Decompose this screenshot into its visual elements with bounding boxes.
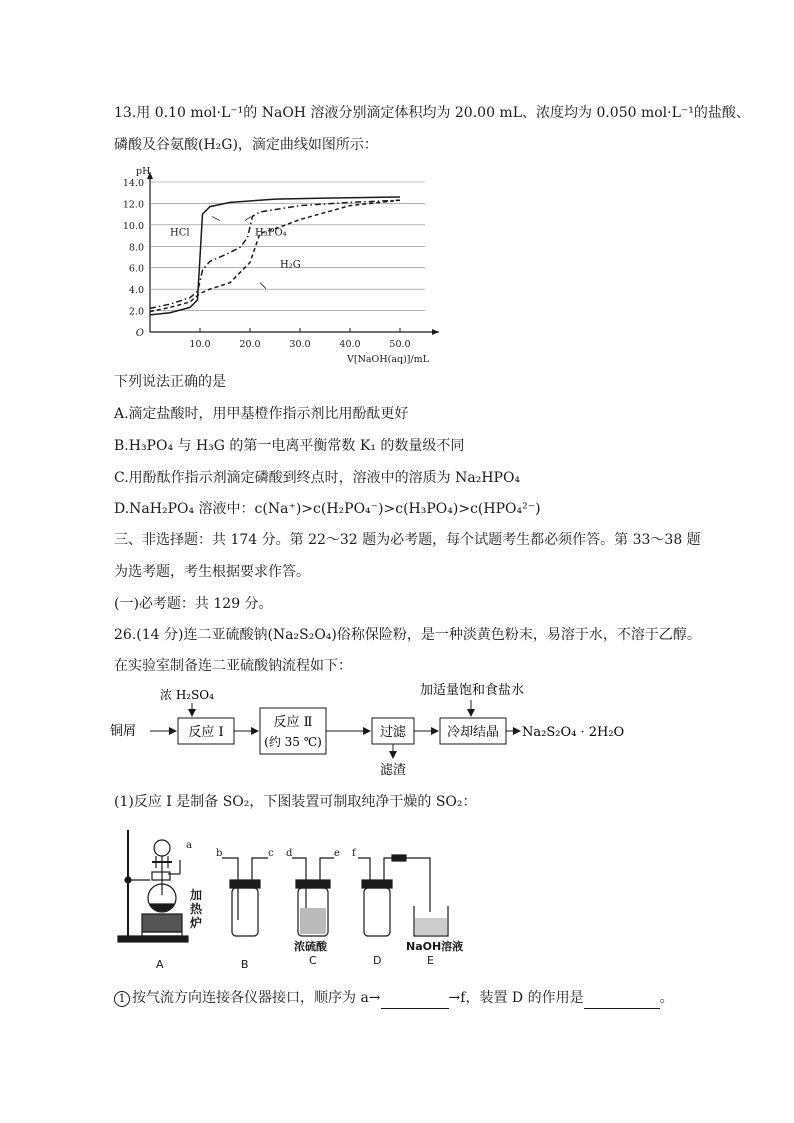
series-leader-2 bbox=[260, 283, 266, 289]
y-tick-label: 2.0 bbox=[128, 306, 144, 318]
apparatus-e bbox=[414, 906, 448, 936]
q13-option-c: C.用酚酞作指示剂滴定磷酸到终点时，溶液中的溶质为 Na₂HPO₄ bbox=[114, 470, 521, 486]
q26-line-2: 在实验室制备连二亚硫酸钠流程如下： bbox=[114, 658, 352, 674]
flow-product-label: Na₂S₂O₄ · 2H₂O bbox=[522, 725, 625, 740]
x-axis-label: V[NaOH(aq)]/mL bbox=[347, 354, 429, 365]
flow-box-reaction-1-label: 反应 Ⅰ bbox=[188, 725, 224, 740]
apparatus-b bbox=[222, 858, 268, 936]
y-tick-label: 6.0 bbox=[128, 263, 144, 275]
y-tick-label: 14.0 bbox=[122, 178, 144, 189]
apparatus-c bbox=[292, 858, 334, 936]
flow-box-filter-label: 过滤 bbox=[379, 725, 407, 740]
port-c-label: c bbox=[268, 848, 274, 859]
section3-line-2: 为选考题，考生根据要求作答。 bbox=[114, 564, 310, 580]
y-tick-label: 10.0 bbox=[122, 220, 144, 232]
titration-chart-svg bbox=[110, 160, 440, 365]
q26-q1-part-2: →f，装置 D 的作用是 bbox=[448, 990, 584, 1006]
x-tick-label: 40.0 bbox=[339, 339, 361, 350]
q13-line-2: 磷酸及谷氨酸(H₂G)，滴定曲线如图所示： bbox=[114, 137, 378, 153]
apparatus-label-d: D bbox=[373, 954, 382, 967]
flow-box-reaction-2-temp: (约 35 ℃) bbox=[264, 735, 322, 749]
flow-reagent-2: 加适量饱和食盐水 bbox=[420, 683, 525, 698]
x-tick-label: 50.0 bbox=[389, 339, 411, 350]
apparatus-diagram bbox=[112, 820, 482, 975]
series-label-h3po4: H₃PO₄ bbox=[255, 227, 287, 239]
q13-option-a: A.滴定盐酸时，用甲基橙作指示剂比用酚酞更好 bbox=[114, 406, 409, 422]
port-d-label: d bbox=[286, 848, 293, 859]
process-flow bbox=[108, 680, 668, 780]
x-tick-label: 10.0 bbox=[189, 339, 211, 350]
q26-q1-part-1: 按气流方向连接各仪器接口，顺序为 a→ bbox=[132, 990, 381, 1006]
flow-residue-label: 滤渣 bbox=[379, 763, 407, 778]
y-tick-label: 12.0 bbox=[122, 199, 144, 211]
q13-option-b: B.H₃PO₄ 与 H₃G 的第一电离平衡常数 K₁ 的数量级不同 bbox=[114, 438, 465, 454]
q26-sub-1: (1)反应 I 是制备 SO₂，下图装置可制取纯净干燥的 SO₂： bbox=[114, 794, 477, 810]
process-flow-svg bbox=[108, 680, 668, 780]
titration-chart bbox=[110, 160, 440, 365]
port-e-label: e bbox=[334, 848, 340, 859]
q26-q1-end: 。 bbox=[659, 990, 674, 1006]
series-leader-0 bbox=[212, 217, 220, 221]
y-tick-label: 4.0 bbox=[128, 285, 144, 297]
series-label-hcl: HCl bbox=[170, 227, 190, 239]
flow-box-reaction-2-label: 反应 Ⅱ bbox=[273, 715, 313, 730]
q26-line-1: 26.(14 分)连二亚硫酸钠(Na₂S₂O₄)俗称保险粉，是一种淡黄色粉末，易溶于水，不溶于乙醇。 bbox=[114, 627, 701, 643]
port-b-label: b bbox=[216, 848, 223, 859]
circled-number: 1 bbox=[114, 991, 130, 1007]
answer-blank-1[interactable] bbox=[381, 988, 449, 1009]
q26-sub-1-question bbox=[114, 988, 674, 1009]
heater-label: 加热炉 bbox=[190, 888, 203, 930]
apparatus-label-e: E bbox=[427, 954, 434, 967]
e-liquid-label: NaOH溶液 bbox=[406, 940, 464, 953]
q13-option-d: D.NaH₂PO₄ 溶液中：c(Na⁺)>c(H₂PO₄⁻)>c(H₃PO₄)>c(HPO₄²⁻) bbox=[114, 501, 541, 517]
apparatus-label-a: A bbox=[156, 958, 164, 971]
flow-start-label: 铜屑 bbox=[110, 724, 137, 739]
q13-line-1: 13.用 0.10 mol·L⁻¹的 NaOH 溶液分别滴定体积均为 20.00 mL、浓度均为 0.050 mol·L⁻¹的盐酸、 bbox=[114, 105, 750, 121]
series-line-0 bbox=[150, 197, 400, 315]
y-tick-label: 8.0 bbox=[128, 242, 144, 254]
flow-reagent-1: 浓 H₂SO₄ bbox=[160, 688, 214, 702]
answer-blank-2[interactable] bbox=[584, 988, 660, 1009]
x-tick-label: 30.0 bbox=[289, 339, 311, 350]
section3-line-1: 三、非选择题：共 174 分。第 22～32 题为必考题，每个试题考生都必须作答。第 33～38 题 bbox=[114, 532, 701, 548]
apparatus-a bbox=[118, 830, 188, 942]
x-tick-label: 20.0 bbox=[239, 339, 261, 350]
port-a-label: a bbox=[186, 840, 192, 851]
flow-box-crystallize-label: 冷却结晶 bbox=[446, 725, 500, 740]
series-leader-1 bbox=[245, 217, 251, 221]
origin-label: O bbox=[135, 328, 144, 339]
series-line-1 bbox=[150, 200, 400, 308]
series-line-2 bbox=[150, 200, 400, 311]
q13-prompt: 下列说法正确的是 bbox=[114, 374, 226, 390]
port-f-label: f bbox=[352, 848, 356, 859]
y-axis-label: pH bbox=[136, 166, 151, 177]
section3-subtitle: (一)必考题：共 129 分。 bbox=[114, 596, 273, 612]
series-label-h2g: H₂G bbox=[280, 259, 301, 271]
c-liquid-label: 浓硫酸 bbox=[294, 940, 327, 953]
apparatus-label-b: B bbox=[241, 958, 249, 971]
apparatus-label-c: C bbox=[309, 954, 317, 967]
x-axis-arrow bbox=[432, 329, 439, 335]
